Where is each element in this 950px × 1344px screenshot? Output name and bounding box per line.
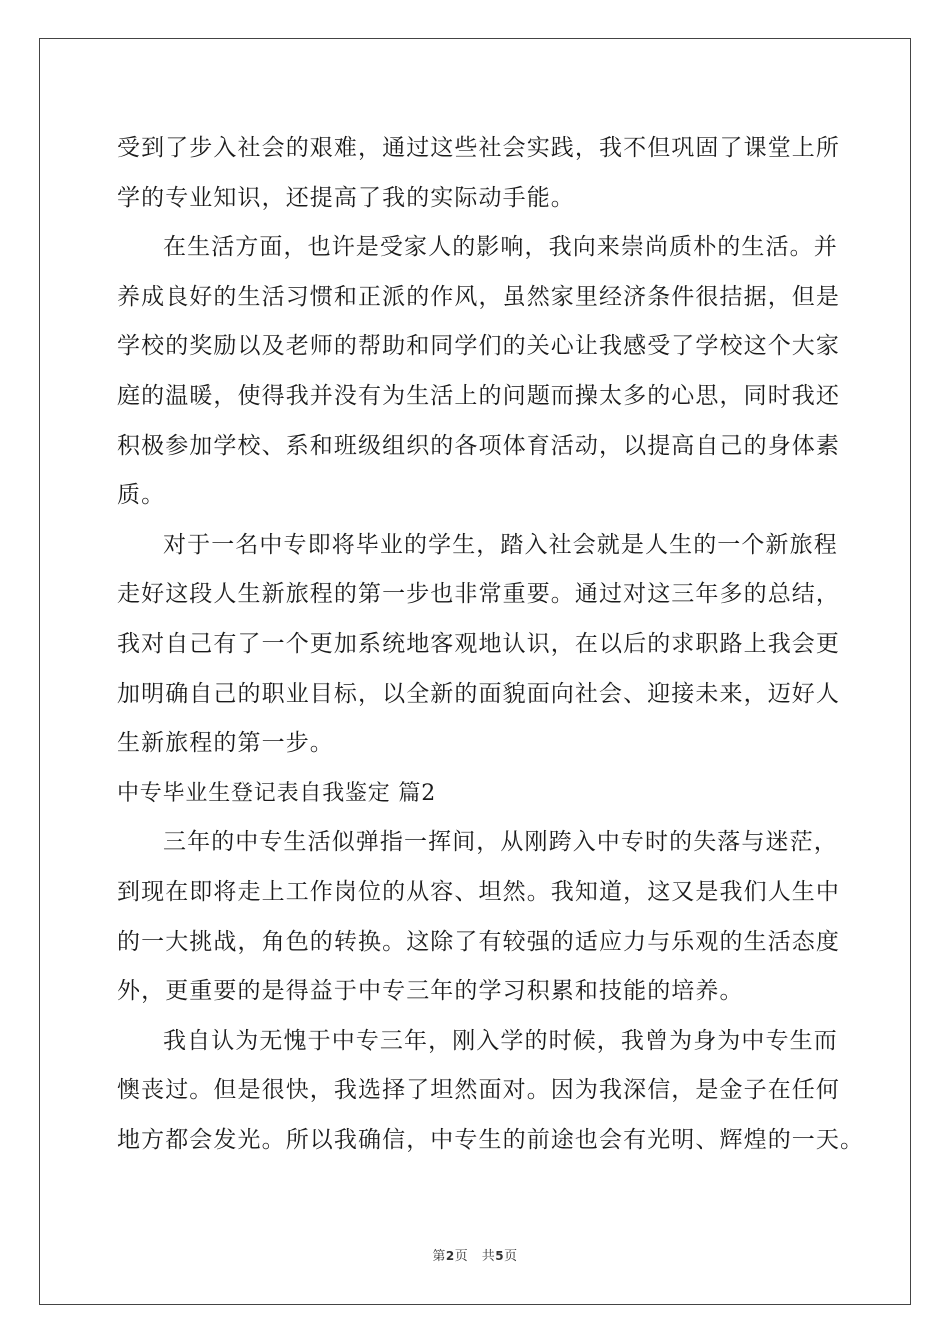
text-line: 的一大挑战，角色的转换。这除了有较强的适应力与乐观的生活态度 [117,928,840,955]
text-line: 外，更重要的是得益于中专三年的学习积累和技能的培养。 [117,978,744,1005]
text-line: 庭的温暖，使得我并没有为生活上的问题而操太多的心思，同时我还 [117,382,840,409]
text-line: 生新旅程的第一步。 [117,730,334,757]
footer-prefix: 第 [432,1249,446,1264]
footer-mid: 页 共 [454,1249,496,1264]
text-line: 走好这段人生新旅程的第一步也非常重要。通过对这三年多的总结， [117,581,840,608]
text-line: 地方都会发光。所以我确信，中专生的前途也会有光明、辉煌的一天。 [117,1126,865,1153]
footer-current-page: 2 [445,1249,455,1263]
section-heading: 中专毕业生登记表自我鉴定 篇2 [117,780,436,806]
text-line: 我自认为无愧于中专三年，刚入学的时候，我曾为身为中专生而 [163,1027,838,1054]
text-line: 在生活方面，也许是受家人的影响，我向来崇尚质朴的生活。并 [163,234,838,261]
document-body [117,124,865,1165]
text-line: 积极参加学校、系和班级组织的各项体育活动，以提高自己的身体素 [117,432,840,459]
page-footer [0,1245,950,1264]
footer-suffix: 页 [504,1249,518,1264]
text-line: 到现在即将走上工作岗位的从容、坦然。我知道，这又是我们人生中 [117,878,840,905]
text-line: 我对自己有了一个更加系统地客观地认识，在以后的求职路上我会更 [117,630,840,657]
text-line: 加明确自己的职业目标，以全新的面貌面向社会、迎接未来，迈好人 [117,680,840,707]
text-line: 学的专业知识，还提高了我的实际动手能。 [117,184,575,211]
text-line: 质。 [117,482,166,509]
text-line: 养成良好的生活习惯和正派的作风，虽然家里经济条件很拮据，但是 [117,283,840,310]
footer-total-pages: 5 [495,1249,505,1263]
text-line: 三年的中专生活似弹指一挥间，从刚跨入中专时的失落与迷茫， [163,829,838,856]
text-line: 学校的奖励以及老师的帮助和同学们的关心让我感受了学校这个大家 [117,333,840,360]
text-line: 对于一名中专即将毕业的学生，踏入社会就是人生的一个新旅程 [163,531,838,558]
text-line: 受到了步入社会的艰难，通过这些社会实践，我不但巩固了课堂上所 [117,135,840,161]
text-line: 懊丧过。但是很快，我选择了坦然面对。因为我深信，是金子在任何 [117,1077,840,1104]
